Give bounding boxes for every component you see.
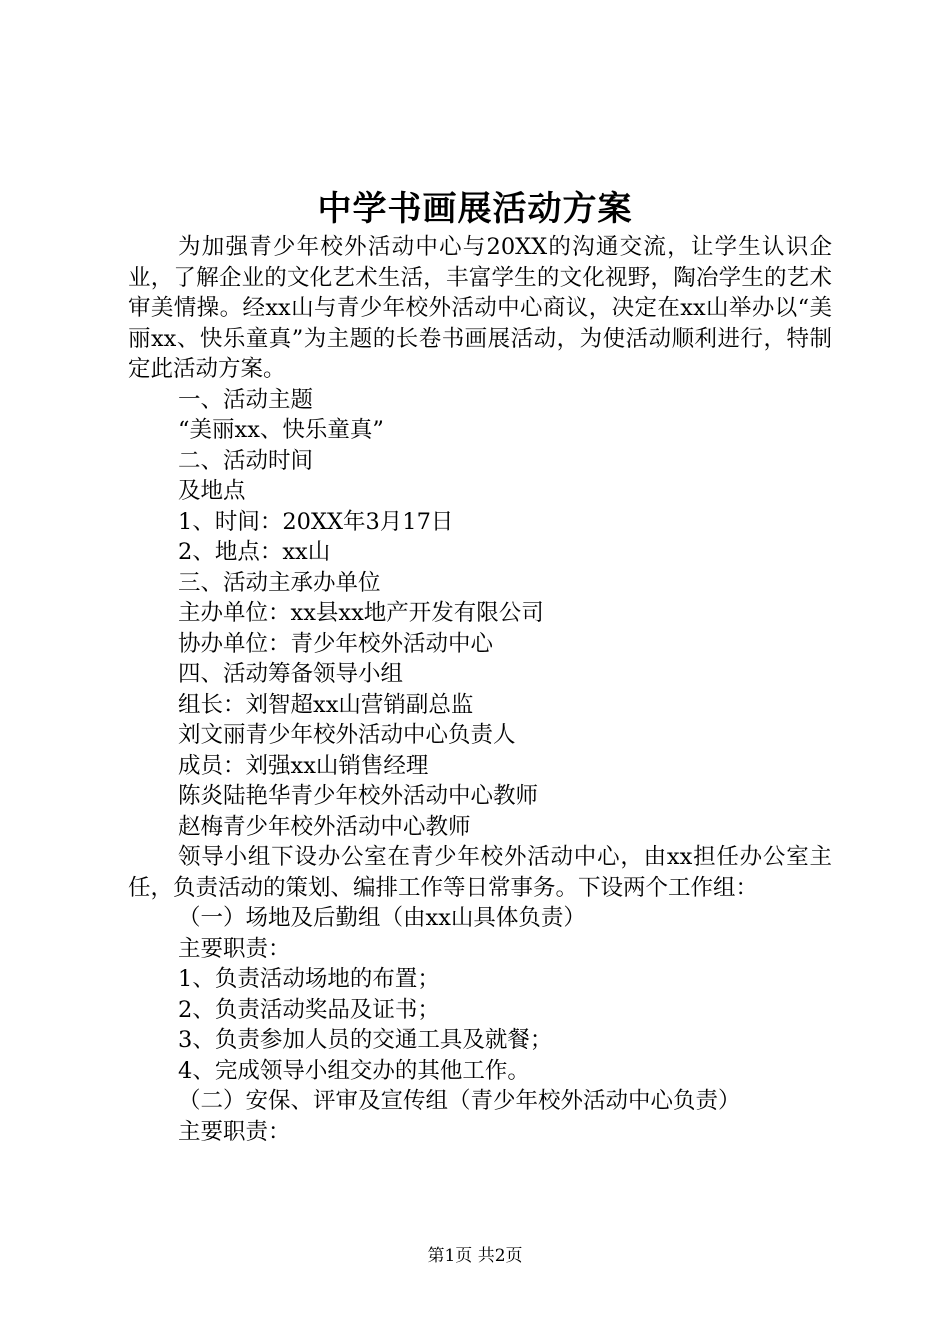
paragraph-intro: 为加强青少年校外活动中心与20XX的沟通交流，让学生认识企业，了解企业的文化艺术生活，丰富学生的文化视野，陶冶学生的艺术审美情操。经xx山与青少年校外活动中心商议，决定在xx山举办以“美丽xx、快乐童真”为主题的长卷书画展活动，为使活动顺利进行，特制定此活动方案。 (128, 234, 832, 382)
page-footer: 第1页 共2页 (427, 1246, 523, 1266)
heading-logistics-group: （一）场地及后勤组（由xx山具体负责） (178, 905, 586, 931)
heading-security-group: （二）安保、评审及宣传组（青少年校外活动中心负责） (178, 1088, 741, 1114)
list-item: 1、负责活动场地的布置； (178, 966, 440, 992)
heading-organizers: 三、活动主承办单位 (178, 569, 381, 596)
paragraph-co-host: 协办单位：青少年校外活动中心 (178, 630, 494, 657)
paragraph-office: 领导小组下设办公室在青少年校外活动中心，由xx担任办公室主任，负责活动的策划、编排工作等日常事务。下设两个工作组： (128, 844, 832, 901)
paragraph-leader-2: 刘文丽青少年校外活动中心负责人 (178, 722, 516, 748)
heading-leadership-group: 四、活动筹备领导小组 (178, 661, 404, 687)
list-item: 4、完成领导小组交办的其他工作。 (178, 1057, 530, 1084)
paragraph-members-2: 陈炎陆艳华青少年校外活动中心教师 (178, 783, 539, 809)
heading-activity-theme: 一、活动主题 (178, 386, 314, 413)
heading-activity-place: 及地点 (178, 478, 246, 504)
list-item: 2、负责活动奖品及证书； (178, 996, 440, 1023)
paragraph-duties-label-2: 主要职责： (178, 1118, 291, 1145)
paragraph-time: 1、时间：20XX年3月17日 (178, 508, 454, 535)
paragraph-host: 主办单位：xx县xx地产开发有限公司 (178, 600, 544, 626)
paragraph-members: 成员：刘强xx山销售经理 (178, 752, 429, 779)
list-item: 3、负责参加人员的交通工具及就餐； (178, 1027, 553, 1053)
paragraph-place: 2、地点：xx山 (178, 539, 331, 565)
paragraph-theme: “美丽xx、快乐童真” (178, 417, 384, 443)
paragraph-leader: 组长：刘智超xx山营销副总监 (178, 691, 474, 718)
heading-activity-time: 二、活动时间 (178, 447, 314, 474)
paragraph-members-3: 赵梅青少年校外活动中心教师 (178, 813, 471, 840)
document-body (128, 232, 832, 1147)
paragraph-duties-label: 主要职责： (178, 935, 291, 962)
document-title: 中学书画展活动方案 (317, 189, 633, 229)
